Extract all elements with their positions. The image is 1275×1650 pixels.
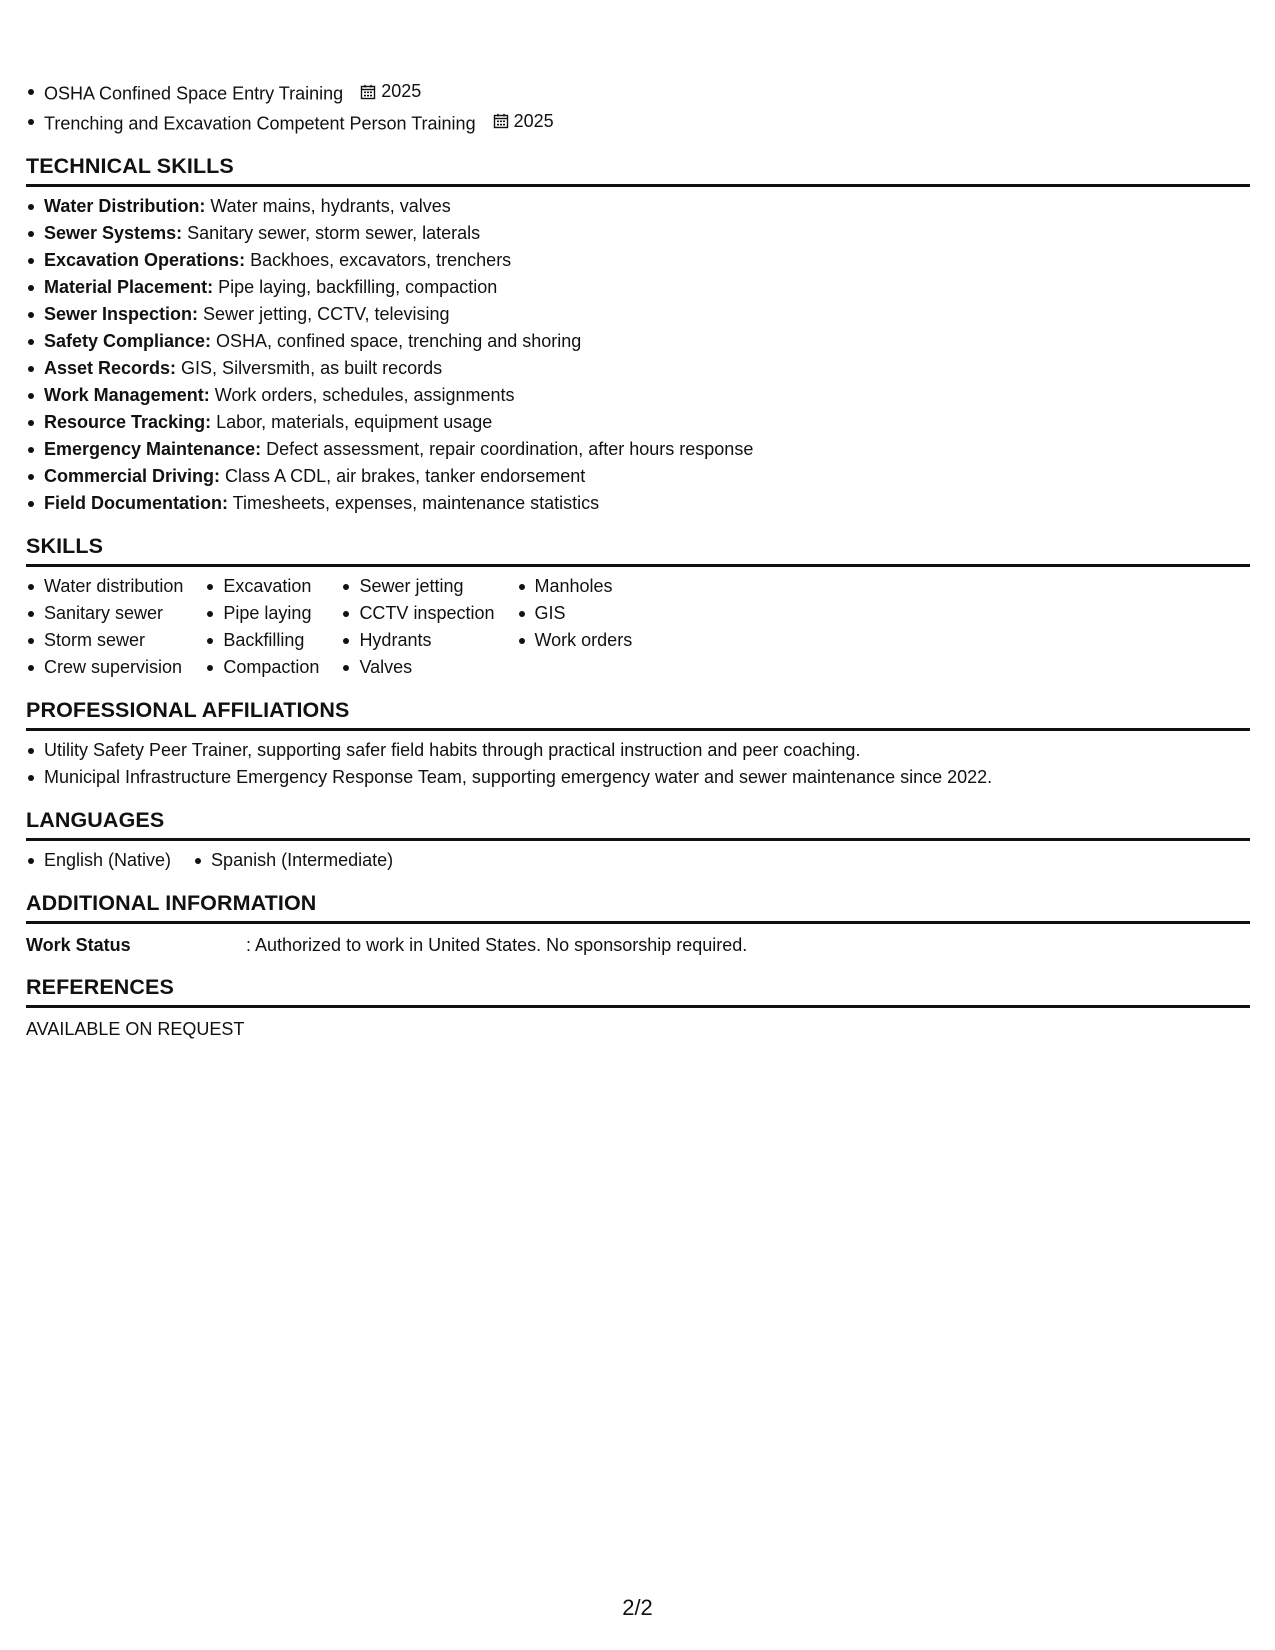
- certification-year: 2025: [381, 81, 422, 101]
- skill-text: Work orders, schedules, assignments: [209, 385, 515, 405]
- skill-label: Safety Compliance:: [44, 331, 212, 351]
- technical-skills-section: [26, 153, 1250, 517]
- list-item: CCTV inspection: [341, 600, 494, 627]
- list-item: [26, 193, 1250, 220]
- list-item: Excavation: [205, 573, 319, 600]
- certification-item: [26, 78, 1250, 108]
- skill-label: Sewer Inspection:: [44, 304, 199, 324]
- list-item: Hydrants: [341, 627, 494, 654]
- list-item: [26, 247, 1250, 274]
- list-item: [26, 382, 1250, 409]
- skills-section: [26, 533, 1250, 681]
- skill-label: Field Documentation:: [44, 493, 228, 513]
- skill-text: Sanitary sewer, storm sewer, laterals: [182, 223, 481, 243]
- list-item: Sewer jetting: [341, 573, 494, 600]
- list-item: Manholes: [517, 573, 633, 600]
- references-section: [26, 974, 1250, 1042]
- certification-name: Trenching and Excavation Competent Person Training: [44, 113, 476, 133]
- list-item: Work orders: [517, 627, 633, 654]
- resume-page: [26, 78, 1250, 1042]
- certification-item: [26, 108, 1250, 138]
- list-item: GIS: [517, 600, 633, 627]
- calendar-icon: [493, 113, 509, 129]
- list-item: English (Native): [26, 847, 171, 874]
- skill-label: Commercial Driving:: [44, 466, 221, 486]
- skill-label: Excavation Operations:: [44, 250, 246, 270]
- skill-label: Water Distribution:: [44, 196, 206, 216]
- list-item: Backfilling: [205, 627, 319, 654]
- list-item: Water distribution: [26, 573, 183, 600]
- list-item: [26, 463, 1250, 490]
- certification-name: OSHA Confined Space Entry Training: [44, 83, 344, 104]
- skill-text: Timesheets, expenses, maintenance statistics: [228, 493, 600, 513]
- list-item: Municipal Infrastructure Emergency Response Team, supporting emergency water and sewer maintenance since 2022.: [26, 764, 1250, 791]
- skill-text: Pipe laying, backfilling, compaction: [213, 277, 498, 297]
- list-item: [26, 490, 1250, 517]
- skill-label: Sewer Systems:: [44, 223, 183, 243]
- references-text: AVAILABLE ON REQUEST: [26, 1019, 245, 1039]
- skill-text: OSHA, confined space, trenching and shoring: [211, 331, 582, 351]
- skills-column: [517, 573, 633, 654]
- certification-year: 2025: [513, 110, 554, 131]
- list-item: Pipe laying: [205, 600, 319, 627]
- list-item: [26, 328, 1250, 355]
- list-item: [26, 355, 1250, 382]
- affiliations-section: [26, 697, 1250, 791]
- section-title: ADDITIONAL INFORMATION: [26, 890, 1250, 924]
- list-item: Compaction: [205, 654, 319, 681]
- section-title: TECHNICAL SKILLS: [26, 153, 1250, 187]
- section-title: LANGUAGES: [26, 807, 1250, 841]
- section-title: REFERENCES: [26, 974, 1250, 1008]
- certification-date: [360, 78, 421, 105]
- skill-label: Emergency Maintenance:: [44, 439, 262, 459]
- skill-text: Class A CDL, air brakes, tanker endorsement: [220, 466, 586, 486]
- list-item: [26, 220, 1250, 247]
- list-item: Spanish (Intermediate): [193, 847, 393, 874]
- list-item: Sanitary sewer: [26, 600, 183, 627]
- list-item: [26, 436, 1250, 463]
- work-status-row: [26, 926, 1250, 958]
- skill-label: Resource Tracking:: [44, 412, 212, 432]
- certifications-list: [26, 78, 1250, 137]
- calendar-icon: [360, 84, 376, 100]
- page-number: 2/2: [622, 1595, 653, 1620]
- additional-info-section: [26, 890, 1250, 958]
- skill-text: Sewer jetting, CCTV, televising: [198, 304, 450, 324]
- section-title: PROFESSIONAL AFFILIATIONS: [26, 697, 1250, 731]
- list-item: [26, 301, 1250, 328]
- technical-skills-list: [26, 187, 1250, 517]
- list-item: [26, 409, 1250, 436]
- list-item: Utility Safety Peer Trainer, supporting safer field habits through practical instruction and peer coaching.: [26, 737, 1250, 764]
- list-item: Storm sewer: [26, 627, 183, 654]
- list-item: [26, 274, 1250, 301]
- skill-text: Labor, materials, equipment usage: [211, 412, 493, 432]
- section-title: SKILLS: [26, 533, 1250, 567]
- skills-column: [341, 573, 494, 681]
- skill-text: Water mains, hydrants, valves: [205, 196, 451, 216]
- skill-text: Defect assessment, repair coordination, after hours response: [261, 439, 754, 459]
- list-item: Valves: [341, 654, 494, 681]
- certification-date: [493, 108, 554, 135]
- skill-label: Material Placement:: [44, 277, 214, 297]
- affiliations-list: [26, 731, 1250, 791]
- skills-grid: [26, 567, 1250, 681]
- skills-column: [205, 573, 319, 681]
- skill-text: GIS, Silversmith, as built records: [176, 358, 443, 378]
- skills-column: [26, 573, 183, 681]
- skill-label: Work Management:: [44, 385, 210, 405]
- languages-list: [26, 841, 1250, 874]
- skill-text: Backhoes, excavators, trenchers: [245, 250, 512, 270]
- work-status-value: : Authorized to work in United States. No sponsorship required.: [246, 935, 748, 955]
- list-item: Crew supervision: [26, 654, 183, 681]
- skill-label: Asset Records:: [44, 358, 177, 378]
- languages-section: [26, 807, 1250, 874]
- work-status-label: Work Status: [26, 935, 131, 955]
